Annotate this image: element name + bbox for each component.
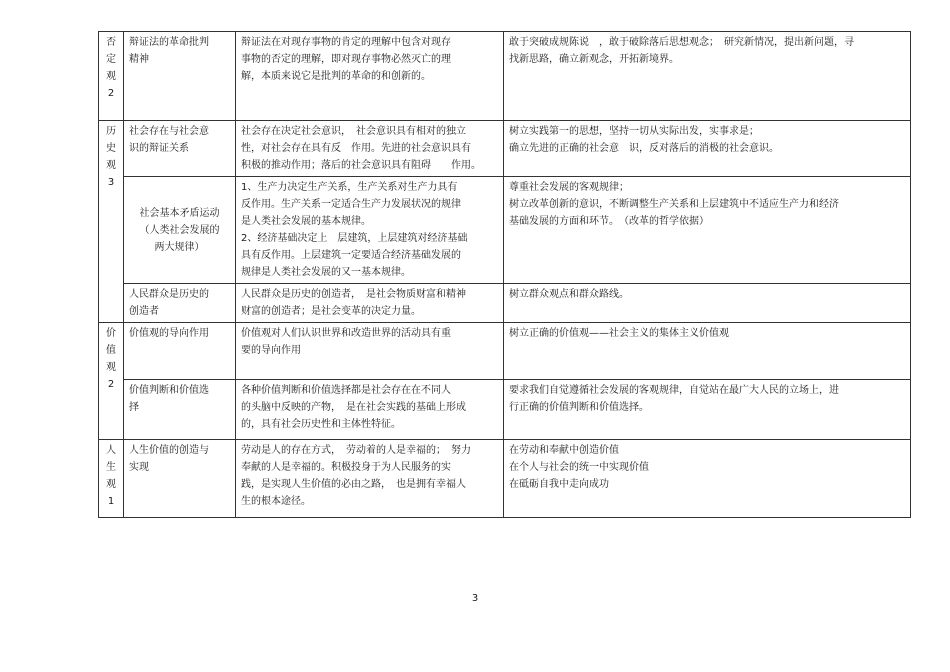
- category-cell: 否定观2: [99, 32, 124, 121]
- content-cell: 各种价值判断和价值选择都是社会存在在不同人 的头脑中反映的产物， 是在社会实践的基础上形成 的，具有社会历史性和主体性特征。: [236, 380, 504, 440]
- table-row: [99, 32, 911, 121]
- topic-cell: 社会存在与社会意 识的辩证关系: [124, 121, 236, 177]
- table-row: [99, 440, 911, 518]
- table-row: [99, 177, 911, 284]
- topic-cell: 价值观的导向作用: [124, 323, 236, 380]
- content-cell: 社会存在决定社会意识， 社会意识具有相对的独立 性，对社会存在具有反 作用。先进的社会意识具有 积极的推动作用；落后的社会意识具有阻碍 作用。: [236, 121, 504, 177]
- meaning-cell: 树立群众观点和群众路线。: [504, 284, 911, 323]
- table-row: [99, 284, 911, 323]
- meaning-cell: 要求我们自觉遵循社会发展的客观规律，自觉站在最广大人民的立场上，进 行正确的价值判断和价值选择。: [504, 380, 911, 440]
- table-row: [99, 323, 911, 380]
- category-cell: 人生观1: [99, 440, 124, 518]
- meaning-cell: 树立实践第一的思想，坚持一切从实际出发，实事求是； 确立先进的正确的社会意 识，反对落后的消极的社会意识。: [504, 121, 911, 177]
- meaning-cell: 尊重社会发展的客观规律； 树立改革创新的意识，不断调整生产关系和上层建筑中不适应生产力和经济 基础发展的方面和环节。 （改革的哲学依据）: [504, 177, 911, 284]
- table-row: [99, 380, 911, 440]
- content-cell: 人民群众是历史的创造者， 是社会物质财富和精神 财富的创造者；是社会变革的决定力量。: [236, 284, 504, 323]
- content-cell: 1、生产力决定生产关系，生产关系对生产力具有 反作用。生产关系一定适合生产力发展状况的规律 是人类社会发展的基本规律。 2、经济基础决定上 层建筑，上层建筑对经济基础 具有反作用。上层建筑一定要适合经济基础发展的 规律是人类社会发展的又一基本规律。: [236, 177, 504, 284]
- category-cell: 价值观2: [99, 323, 124, 440]
- topic-cell: 价值判断和价值选 择: [124, 380, 236, 440]
- topic-cell: 人民群众是历史的 创造者: [124, 284, 236, 323]
- meaning-cell: 敢于突破成规陈说 ，敢于破除落后思想观念； 研究新情况，提出新问题，寻 找新思路，确立新观念，开拓新境界。: [504, 32, 911, 121]
- table-row: [99, 121, 911, 177]
- topic-cell: 社会基本矛盾运动 （人类社会发展的 两大规律）: [124, 177, 236, 284]
- category-cell: 历史观3: [99, 121, 124, 323]
- content-cell: 劳动是人的存在方式， 劳动着的人是幸福的； 努力 奉献的人是幸福的。积极投身于为人民服务的实 践，是实现人生价值的必由之路， 也是拥有幸福人 生的根本途径。: [236, 440, 504, 518]
- topic-cell: 辩证法的革命批判 精神: [124, 32, 236, 121]
- topic-cell: 人生价值的创造与 实现: [124, 440, 236, 518]
- page-number: 3: [471, 593, 479, 604]
- philosophy-table: [98, 31, 911, 518]
- content-cell: 价值观对人们认识世界和改造世界的活动具有重 要的导向作用: [236, 323, 504, 380]
- content-cell: 辩证法在对现存事物的肯定的理解中包含对现存 事物的否定的理解，即对现存事物必然灭亡的理 解，本质来说它是批判的革命的和创新的。: [236, 32, 504, 121]
- meaning-cell: 在劳动和奉献中创造价值 在个人与社会的统一中实现价值 在砥砺自我中走向成功: [504, 440, 911, 518]
- meaning-cell: 树立正确的价值观——社会主义的集体主义价值观: [504, 323, 911, 380]
